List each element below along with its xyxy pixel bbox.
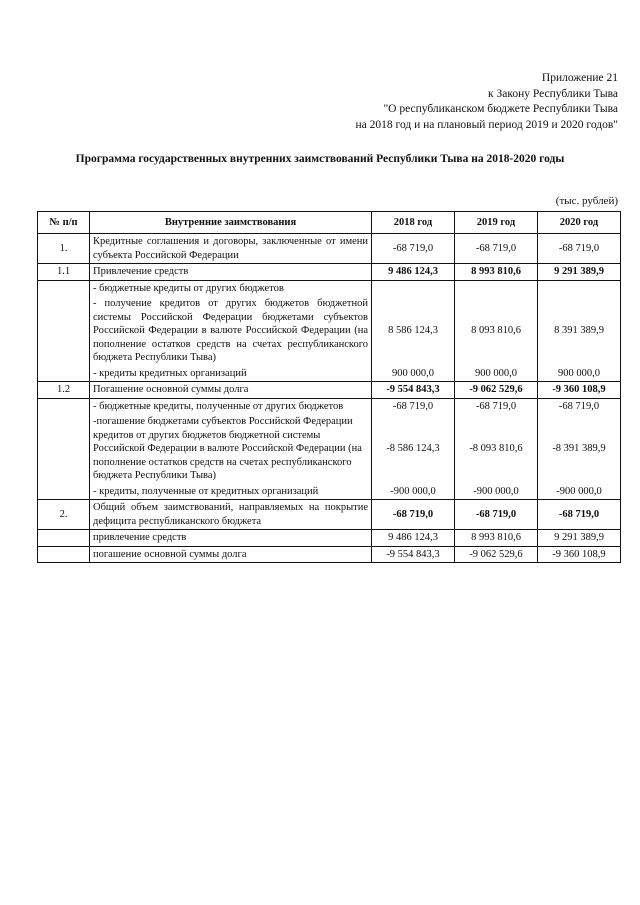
value-2019: -8 093 810,6: [455, 414, 538, 484]
value-2019: -68 719,0: [455, 398, 538, 414]
table-row: [38, 500, 621, 530]
row-name: - бюджетные кредиты, полученные от других бюджетов: [90, 398, 372, 414]
row-number: 1.2: [38, 382, 90, 399]
value-2020: 9 291 389,9: [538, 264, 621, 281]
row-number: [38, 296, 90, 366]
value-2020: -8 391 389,9: [538, 414, 621, 484]
row-name: Привлечение средств: [90, 264, 372, 281]
value-2020: -68 719,0: [538, 234, 621, 264]
value-2018: -9 554 843,3: [372, 546, 455, 563]
value-2019: 8 993 810,6: [455, 530, 538, 547]
value-2019: -68 719,0: [455, 234, 538, 264]
borrowing-program-table: [37, 211, 621, 563]
header-2019: 2019 год: [455, 212, 538, 234]
value-2018: -8 586 124,3: [372, 414, 455, 484]
value-2020: 900 000,0: [538, 366, 621, 382]
value-2018: 9 486 124,3: [372, 264, 455, 281]
value-2020: -9 360 108,9: [538, 382, 621, 399]
annex-line-1: Приложение 21: [541, 72, 618, 84]
value-2019: 8 993 810,6: [455, 264, 538, 281]
row-name: - кредиты кредитных организаций: [90, 366, 372, 382]
value-2020: -900 000,0: [538, 484, 621, 500]
table-header-row: [38, 212, 621, 234]
table-row: [38, 366, 621, 382]
document-title: Программа государственных внутренних заимствований Республики Тыва на 2018-2020 годы: [75, 153, 565, 165]
annex-line-3: "О республиканском бюджете Республики Тыва: [383, 103, 618, 115]
table-row: [38, 398, 621, 414]
header-number: № п/п: [38, 212, 90, 234]
row-name: - кредиты, полученные от кредитных организаций: [90, 484, 372, 500]
row-number: [38, 366, 90, 382]
value-2020: -68 719,0: [538, 500, 621, 530]
row-number: 2.: [38, 500, 90, 530]
table-row: [38, 234, 621, 264]
table-row: [38, 264, 621, 281]
table-row: [38, 546, 621, 563]
value-2019: -900 000,0: [455, 484, 538, 500]
row-name: Общий объем заимствований, направляемых на покрытие дефицита республиканского бюджета: [90, 500, 372, 530]
value-2020: 9 291 389,9: [538, 530, 621, 547]
annex-header: [356, 71, 619, 133]
header-2020: 2020 год: [538, 212, 621, 234]
row-number: [38, 484, 90, 500]
value-2018: -68 719,0: [372, 398, 455, 414]
table-row: [38, 414, 621, 484]
row-name: - бюджетные кредиты от других бюджетов: [90, 280, 372, 296]
table-row: [38, 530, 621, 547]
value-2018: -9 554 843,3: [372, 382, 455, 399]
row-number: [38, 398, 90, 414]
header-2018: 2018 год: [372, 212, 455, 234]
value-2020: [538, 280, 621, 296]
value-2018: -68 719,0: [372, 500, 455, 530]
header-borrowings: Внутренние заимствования: [90, 212, 372, 234]
value-2018: 8 586 124,3: [372, 296, 455, 366]
value-2018: 900 000,0: [372, 366, 455, 382]
row-name: привлечение средств: [90, 530, 372, 547]
row-name: погашение основной суммы долга: [90, 546, 372, 563]
row-name: Погашение основной суммы долга: [90, 382, 372, 399]
value-2018: [372, 280, 455, 296]
value-2019: -9 062 529,6: [455, 382, 538, 399]
value-2018: 9 486 124,3: [372, 530, 455, 547]
row-number: [38, 546, 90, 563]
units-label: (тыс. рублей): [555, 195, 618, 207]
value-2019: 900 000,0: [455, 366, 538, 382]
value-2020: -68 719,0: [538, 398, 621, 414]
value-2018: -900 000,0: [372, 484, 455, 500]
row-number: [38, 530, 90, 547]
value-2019: -68 719,0: [455, 500, 538, 530]
row-name: Кредитные соглашения и договоры, заключенные от имени субъекта Российской Федерации: [90, 234, 372, 264]
row-number: [38, 280, 90, 296]
table-row: [38, 280, 621, 296]
row-name: - получение кредитов от других бюджетов бюджетной системы Российской Федерации бюджетами субъектов Российской Федерации в валюте Российской Федерации (на пополнение остатков средств на счетах республиканского бюджета Республики Тыва): [90, 296, 372, 366]
row-name: -погашение бюджетами субъектов Российской Федерации кредитов от других бюджетов бюджетной системы Российской Федерации в валюте Российской Федерации (на пополнение остатков средств на счетах республиканского бюджета Республики Тыва): [90, 414, 372, 484]
annex-line-4: на 2018 год и на плановый период 2019 и 2020 годов": [355, 118, 618, 131]
row-number: 1.: [38, 234, 90, 264]
value-2019: [455, 280, 538, 296]
table-row: [38, 484, 621, 500]
row-number: [38, 414, 90, 484]
value-2020: 8 391 389,9: [538, 296, 621, 366]
table-row: [38, 296, 621, 366]
row-number: 1.1: [38, 264, 90, 281]
table-row: [38, 382, 621, 399]
value-2020: -9 360 108,9: [538, 546, 621, 563]
value-2019: 8 093 810,6: [455, 296, 538, 366]
value-2018: -68 719,0: [372, 234, 455, 264]
annex-line-2: к Закону Республики Тыва: [488, 87, 618, 100]
value-2019: -9 062 529,6: [455, 546, 538, 563]
